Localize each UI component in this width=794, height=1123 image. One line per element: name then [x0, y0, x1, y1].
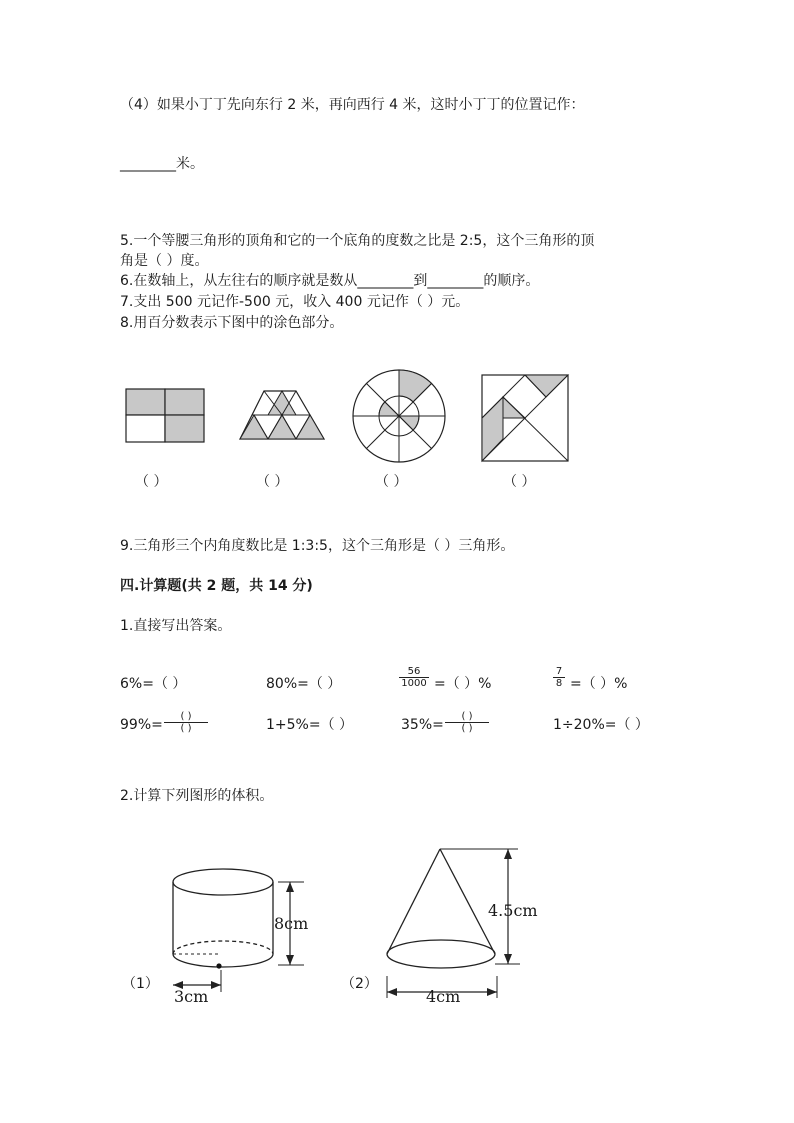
q7-text: 7.支出 500 元记作-500 元，收入 400 元记作（ ）元。	[120, 294, 470, 310]
calc-1-div-20-percent: 1÷20%=（ ）	[553, 717, 649, 733]
cylinder-index-label: （1）	[122, 976, 159, 992]
fraction-denominator: 8	[555, 678, 563, 689]
fraction-7-8	[553, 666, 565, 689]
fraction-35-percent-blank	[445, 711, 489, 734]
trapezoid-triangles-figure	[238, 387, 330, 443]
figure4-answer-blank[interactable]: （ ）	[503, 474, 536, 490]
fraction-denominator: ( )	[180, 723, 192, 734]
q6-text: 6.在数轴上，从左往右的顺序就是数从________到________的顺序。	[120, 273, 540, 289]
q5-text-line2: 角是（ ）度。	[120, 253, 209, 269]
q5-text-line1: 5.一个等腰三角形的顶角和它的一个底角的度数之比是 2:5，这个三角形的顶	[120, 233, 595, 249]
fraction-99-percent-blank	[164, 711, 208, 734]
fraction-denominator: 1000	[401, 678, 427, 689]
figure2-answer-blank[interactable]: （ ）	[256, 474, 289, 490]
cone-height-label: 4.5cm	[488, 901, 538, 920]
tangram-square-figure	[480, 373, 570, 463]
fraction-numerator: ( )	[445, 711, 489, 723]
calc-q1-text: 1.直接写出答案。	[120, 618, 232, 634]
section4-heading: 四.计算题(共 2 题，共 14 分)	[120, 578, 313, 594]
figure3-answer-blank[interactable]: （ ）	[375, 474, 408, 490]
q8-text: 8.用百分数表示下图中的涂色部分。	[120, 315, 344, 331]
cylinder-height-label: 8cm	[274, 914, 309, 933]
calc-56-1000-rest: =（ ）%	[434, 676, 492, 692]
calc-99-percent-prefix: 99%=	[120, 717, 163, 733]
fraction-numerator: 7	[553, 666, 565, 678]
calc-7-8-rest: =（ ）%	[570, 676, 628, 692]
rectangle-grid-figure	[124, 387, 208, 445]
calc-1-plus-5-percent: 1+5%=（ ）	[266, 717, 354, 733]
q4-answer-blank[interactable]: ________米。	[120, 156, 204, 172]
q9-text: 9.三角形三个内角度数比是 1:3:5，这个三角形是（ ）三角形。	[120, 538, 515, 554]
fraction-numerator: 56	[399, 666, 429, 678]
cone-diameter-label: 4cm	[426, 987, 461, 1006]
q4-text: （4）如果小丁丁先向东行 2 米，再向西行 4 米，这时小丁丁的位置记作：	[120, 97, 585, 113]
circle-sectors-figure	[350, 368, 448, 464]
fraction-denominator: ( )	[461, 723, 473, 734]
calc-80-percent: 80%=（ ）	[266, 676, 342, 692]
calc-q2-text: 2.计算下列图形的体积。	[120, 788, 274, 804]
calc-6-percent: 6%=（ ）	[120, 676, 187, 692]
figure1-answer-blank[interactable]: （ ）	[135, 474, 168, 490]
cylinder-radius-label: 3cm	[174, 987, 209, 1006]
cone-index-label: （2）	[341, 976, 378, 992]
fraction-56-1000	[399, 666, 429, 689]
fraction-numerator: ( )	[164, 711, 208, 723]
cone-figure	[380, 842, 530, 1004]
calc-35-percent-prefix: 35%=	[401, 717, 444, 733]
